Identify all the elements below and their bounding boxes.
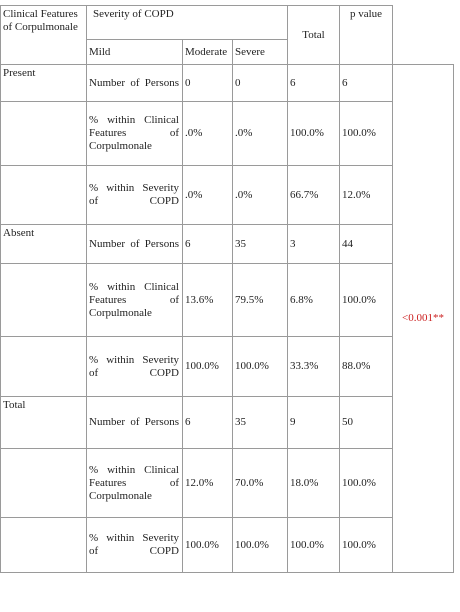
table-row <box>1 518 454 573</box>
group-label-present: Present <box>1 65 87 102</box>
p-value-cell: <0.001** <box>393 65 454 573</box>
cell-severe: 100.0% <box>288 518 340 573</box>
cell-total: 50 <box>340 397 393 449</box>
cell-severe: 6.8% <box>288 264 340 337</box>
cell-severe: 3 <box>288 225 340 264</box>
table-row <box>1 225 454 264</box>
table-row <box>1 397 454 449</box>
table-row <box>1 166 454 225</box>
cell-total: 100.0% <box>340 449 393 518</box>
cell-severe: 33.3% <box>288 337 340 397</box>
severity-group-header: Severity of COPD <box>87 6 288 40</box>
table-row <box>1 337 454 397</box>
cell-mild: 100.0% <box>183 518 233 573</box>
cell-moderate: 70.0% <box>233 449 288 518</box>
cell-total: 44 <box>340 225 393 264</box>
cell-moderate: 79.5% <box>233 264 288 337</box>
table-row <box>1 65 454 102</box>
cell-mild: 13.6% <box>183 264 233 337</box>
cell-total: 100.0% <box>340 264 393 337</box>
cell-severe: 66.7% <box>288 166 340 225</box>
cell-total: 100.0% <box>340 102 393 166</box>
total-header: Total <box>288 6 340 65</box>
cell-severe: 100.0% <box>288 102 340 166</box>
cell-total: 6 <box>340 65 393 102</box>
cell-mild: .0% <box>183 166 233 225</box>
group-label-total: Total <box>1 397 87 449</box>
cell-moderate: 0 <box>233 65 288 102</box>
cell-moderate: 35 <box>233 397 288 449</box>
measure-label: Number of Persons <box>87 65 183 102</box>
cell-mild: .0% <box>183 102 233 166</box>
pvalue-header: p value <box>340 6 393 65</box>
cell-mild: 0 <box>183 65 233 102</box>
cell-severe: 6 <box>288 65 340 102</box>
measure-label: % within Severity of COPD <box>87 518 183 573</box>
measure-label: Number of Persons <box>87 397 183 449</box>
col-header-severe: Severe <box>233 40 288 65</box>
cell-severe: 18.0% <box>288 449 340 518</box>
cell-moderate: .0% <box>233 102 288 166</box>
measure-label: Number of Persons <box>87 225 183 264</box>
row-label-header: Clinical Features of Corpulmonale <box>1 6 87 65</box>
table-row <box>1 264 454 337</box>
measure-label: % within Severity of COPD <box>87 166 183 225</box>
cell-severe: 9 <box>288 397 340 449</box>
col-header-mild: Mild <box>87 40 183 65</box>
group-label-absent: Absent <box>1 225 87 264</box>
cell-total: 100.0% <box>340 518 393 573</box>
copd-corpulmonale-table <box>0 5 454 573</box>
cell-moderate: 35 <box>233 225 288 264</box>
col-header-moderate: Moderate <box>183 40 233 65</box>
cell-moderate: .0% <box>233 166 288 225</box>
table-row <box>1 102 454 166</box>
table-row <box>1 449 454 518</box>
measure-label: % within Severity of COPD <box>87 337 183 397</box>
cell-total: 88.0% <box>340 337 393 397</box>
cell-moderate: 100.0% <box>233 337 288 397</box>
measure-label: % within Clinical Features of Corpulmonale <box>87 264 183 337</box>
measure-label: % within Clinical Features of Corpulmonale <box>87 102 183 166</box>
cell-mild: 12.0% <box>183 449 233 518</box>
cell-mild: 100.0% <box>183 337 233 397</box>
cell-moderate: 100.0% <box>233 518 288 573</box>
measure-label: % within Clinical Features of Corpulmonale <box>87 449 183 518</box>
cell-mild: 6 <box>183 225 233 264</box>
cell-total: 12.0% <box>340 166 393 225</box>
cell-mild: 6 <box>183 397 233 449</box>
